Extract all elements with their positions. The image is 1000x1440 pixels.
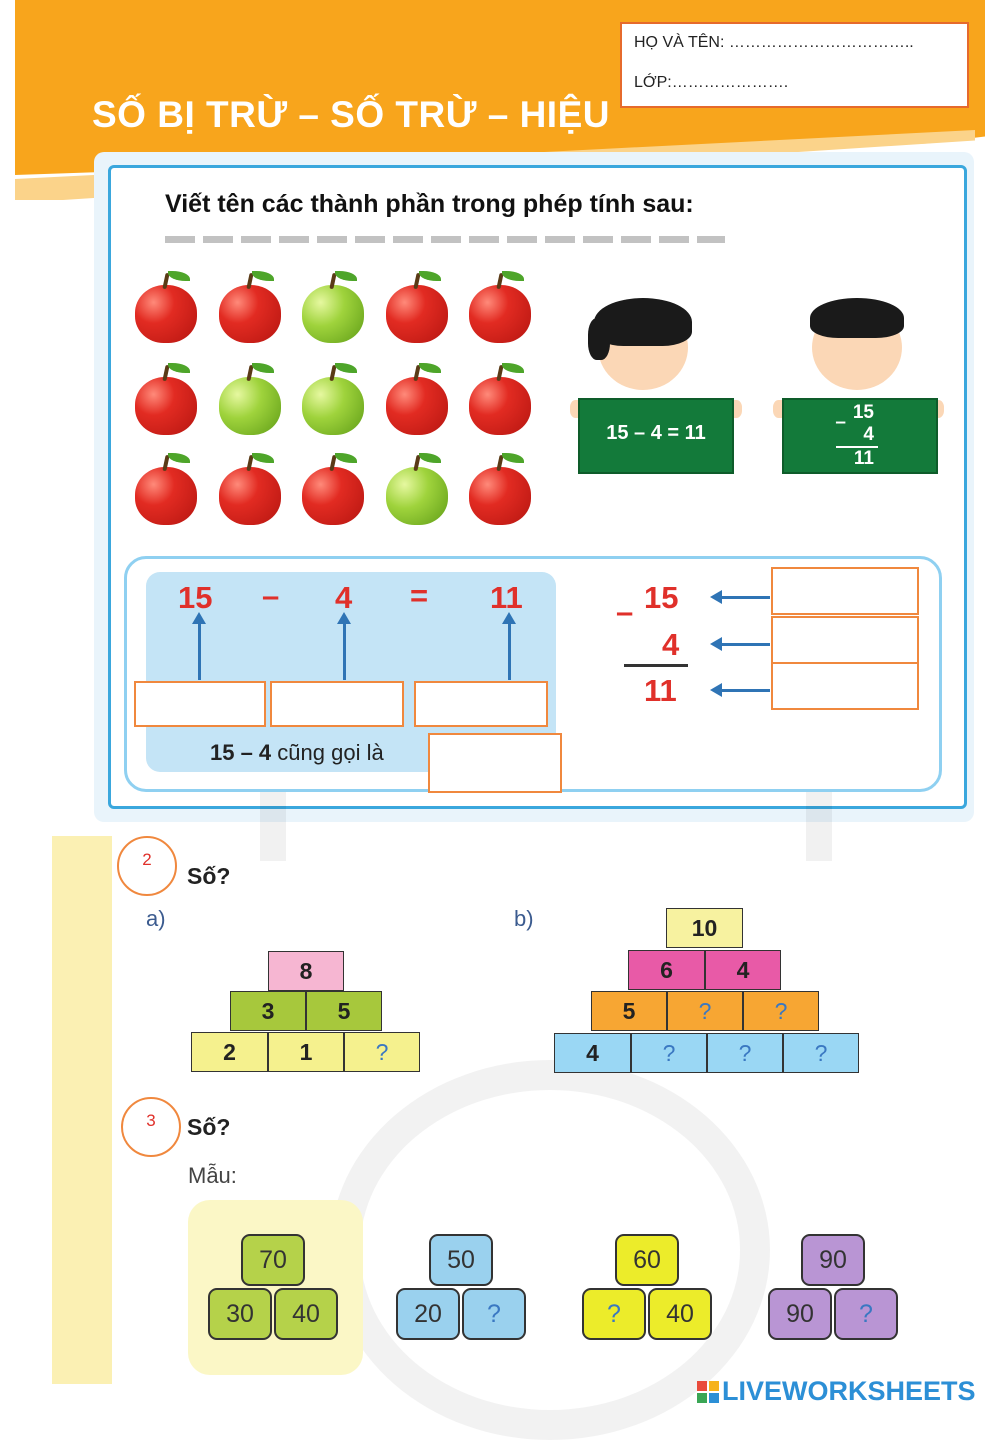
board-right-minuend: 15 [852,402,874,423]
green-apple-icon [219,377,281,435]
apple-grid [135,285,540,525]
red-apple-icon [469,467,531,525]
board-right-difference: 11 [853,448,874,469]
board-left [578,398,734,474]
arrow-up-icon [343,622,346,680]
also-called-expression: 15 – 4 [210,740,272,765]
pyramid-a-answer-cell[interactable]: ? [344,1032,420,1072]
pyramid-a-cell: 3 [230,991,306,1031]
red-apple-icon [386,285,448,343]
vertical-minuend: 15 [644,580,679,615]
brick: 90 [801,1234,865,1286]
red-apple-icon [469,377,531,435]
brick: 40 [648,1288,712,1340]
pyramid-b-answer-cell[interactable]: ? [707,1033,783,1073]
student-name-field[interactable]: HỌ VÀ TÊN: …………………………….. [634,34,914,51]
cropped-text-line [165,236,725,243]
green-apple-icon [302,285,364,343]
pyramid-b-cell: 10 [666,908,743,948]
answer-box-subtrahend[interactable] [270,681,404,727]
equation-subtrahend: 4 [335,580,353,615]
vertical-difference: 11 [644,673,677,708]
pyramid-b-answer-cell[interactable]: ? [743,991,819,1031]
brick: 20 [396,1288,460,1340]
vertical-subtrahend: 4 [662,627,680,662]
brick: 70 [241,1234,305,1286]
brick: 60 [615,1234,679,1286]
part-b-label: b) [514,906,534,931]
red-apple-icon [135,467,197,525]
also-called-text [210,740,384,766]
arrow-left-icon [720,643,770,646]
equation-difference: 11 [490,580,523,615]
brick-answer[interactable]: ? [462,1288,526,1340]
pyramid-b-cell: 4 [554,1033,631,1073]
pyramid-a-cell: 1 [268,1032,344,1072]
arrow-up-icon [198,622,201,680]
pyramid-b-answer-cell[interactable]: ? [631,1033,707,1073]
vertical-line [624,664,688,667]
red-apple-icon [386,377,448,435]
left-stripe [52,836,112,1384]
brick: 40 [274,1288,338,1340]
pyramid-a-cell: 5 [306,991,382,1031]
answer-box-vertical-difference[interactable] [771,662,919,710]
red-apple-icon [302,467,364,525]
pyramid-b-answer-cell[interactable]: ? [783,1033,859,1073]
board-right-sign: – [835,412,846,433]
also-called-label: cũng gọi là [277,740,384,765]
brick: 50 [429,1234,493,1286]
pyramid-b-cell: 5 [591,991,667,1031]
liveworksheets-logo-icon [697,1381,719,1403]
sample-label: Mẫu: [188,1163,237,1188]
answer-box-also-called[interactable] [428,733,562,793]
brick: 30 [208,1288,272,1340]
brick: 90 [768,1288,832,1340]
green-apple-icon [302,377,364,435]
exercise3-number: 3 [146,1111,156,1130]
pyramid-b-cell: 4 [705,950,781,990]
brick-answer[interactable]: ? [582,1288,646,1340]
liveworksheets-logo-text: LIVEWORKSHEETS [722,1376,976,1406]
board-right [782,398,938,474]
pyramid-b-answer-cell[interactable]: ? [667,991,743,1031]
arrow-left-icon [720,689,770,692]
red-apple-icon [135,285,197,343]
page-title: SỐ BỊ TRỪ – SỐ TRỪ – HIỆU [92,94,610,135]
part-a-label: a) [146,906,166,931]
answer-box-vertical-minuend[interactable] [771,567,919,615]
arrow-up-icon [508,622,511,680]
student-info-box [620,22,969,108]
board-left-equation: 15 – 4 = 11 [606,422,706,444]
green-apple-icon [386,467,448,525]
red-apple-icon [469,285,531,343]
vertical-minus-sign: – [616,594,634,629]
exercise2-label: Số? [187,863,231,889]
pyramid-a-cell: 2 [191,1032,268,1072]
equation-minus-sign: – [262,578,280,613]
red-apple-icon [219,285,281,343]
answer-box-difference[interactable] [414,681,548,727]
boy-hair [810,298,904,338]
answer-box-minuend[interactable] [134,681,266,727]
equation-minuend: 15 [178,580,213,615]
pyramid-b-cell: 6 [628,950,705,990]
exercise3-number-circle [121,1097,181,1157]
brick-answer[interactable]: ? [834,1288,898,1340]
arrow-left-icon [720,596,770,599]
exercise3-label: Số? [187,1114,231,1140]
red-apple-icon [135,377,197,435]
red-apple-icon [219,467,281,525]
board-right-subtrahend: 4 [863,424,874,445]
answer-box-vertical-subtrahend[interactable] [771,616,919,664]
student-class-field[interactable]: LỚP:…………………. [634,74,789,91]
equation-equals-sign: = [410,578,429,613]
pyramid-a-cell: 8 [268,951,344,991]
exercise1-instruction: Viết tên các thành phần trong phép tính sau: [165,190,694,218]
girl-ponytail [588,318,610,360]
exercise2-number-circle [117,836,177,896]
exercise2-number: 2 [142,850,152,869]
